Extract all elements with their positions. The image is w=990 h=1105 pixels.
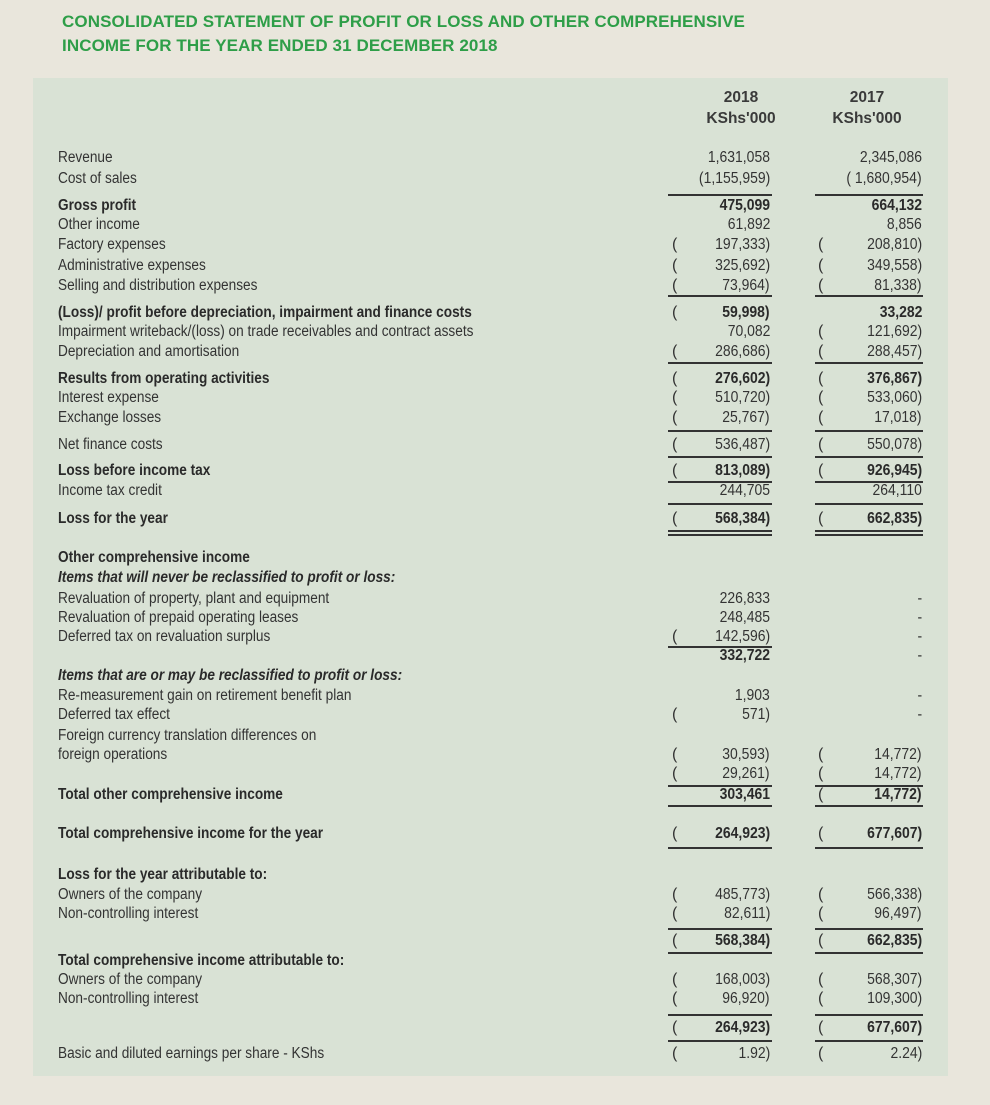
row-label: Deferred tax on revaluation surplus [58,628,271,645]
bracket-glyph: ( [672,370,678,387]
row-label: Foreign currency translation differences on [58,727,317,744]
rule-line [668,362,772,364]
row-label: Other comprehensive income [58,549,250,566]
row-label: foreign operations [58,746,168,763]
rule-line [815,952,923,954]
value-2018: 325,692) [714,257,770,274]
row-label: Items that are or may be reclassified to profit or loss: [58,667,403,684]
value-2018: 536,487) [714,436,770,453]
bracket-glyph: ( [672,990,678,1007]
rule-line [668,481,772,483]
title-line-1: CONSOLIDATED STATEMENT OF PROFIT OR LOSS AND OTHER COMPREHENSIVE [62,12,745,31]
value-2017: ( 1,680,954) [846,170,922,187]
rule-line [668,847,772,849]
row-label: Total comprehensive income for the year [58,825,324,842]
value-2018: 286,686) [714,343,770,360]
value-2017: 926,945) [866,462,922,479]
bracket-glyph: ( [818,971,824,988]
value-2018: 248,485 [719,609,770,626]
row-label: Selling and distribution expenses [58,277,258,294]
row-loss-total [0,933,990,949]
value-2017: 349,558) [866,257,922,274]
row-loss-nci [0,906,990,922]
rule-line [815,194,923,196]
value-2018: 70,082 [727,323,770,340]
row-selling-expenses [0,278,990,294]
row-subtotal-may-reclassified [0,766,990,782]
bracket-glyph: ( [818,1019,824,1036]
row-label: Loss before income tax [58,462,211,479]
bracket-glyph: ( [818,765,824,782]
row-subtotal-never-reclassified [0,648,990,664]
bracket-glyph: ( [672,389,678,406]
row-label: Impairment writeback/(loss) on trade receivables and contract assets [58,323,474,340]
value-2018: 96,920) [722,990,770,1007]
row-total-oci [0,787,990,803]
row-administrative-expenses [0,258,990,274]
value-2018: 332,722 [719,647,770,664]
header-unit-2018: KShs'000 [706,110,776,127]
value-2018: 29,261) [722,765,770,782]
rule-line [668,503,772,505]
rule-line [668,456,772,458]
value-2017: - [917,687,922,704]
rule-line [815,847,923,849]
row-label: Basic and diluted earnings per share - KShs [58,1045,325,1062]
value-2017: 81,338) [874,277,922,294]
bracket-glyph: ( [818,257,824,274]
value-2018: 30,593) [722,746,770,763]
value-2017: 533,060) [866,389,922,406]
value-2018: 571) [742,706,770,723]
bracket-glyph: ( [672,628,678,645]
column-header-2017 [812,87,922,129]
value-2017: 568,307) [866,971,922,988]
row-revaluation-leases [0,610,990,626]
value-2017: - [917,628,922,645]
bracket-glyph: ( [818,436,824,453]
bracket-glyph: ( [818,786,824,803]
rule-line [815,362,923,364]
rule-line [668,1040,772,1042]
value-2017: 14,772) [874,746,922,763]
bracket-glyph: ( [818,343,824,360]
value-2017: 662,835) [866,510,922,527]
rule-line [815,1040,923,1042]
row-loss-owners [0,887,990,903]
rule-line [815,805,923,807]
bracket-glyph: ( [818,990,824,1007]
rule-line [815,430,923,432]
row-label: Owners of the company [58,971,203,988]
value-2018: 485,773) [714,886,770,903]
rule-line [815,534,923,536]
row-tci-attributable-heading [0,953,990,969]
row-label: Total comprehensive income attributable to: [58,952,345,969]
rule-line [668,430,772,432]
rule-line [815,1014,923,1016]
bracket-glyph: ( [672,257,678,274]
row-label: Owners of the company [58,886,203,903]
row-remeasurement-gain [0,688,990,704]
row-label: (Loss)/ profit before depreciation, impairment and finance costs [58,304,472,321]
value-2018: 59,998) [722,304,770,321]
row-other-income [0,217,990,233]
bracket-glyph: ( [672,765,678,782]
bracket-glyph: ( [818,932,824,949]
row-label: Net finance costs [58,436,163,453]
rule-line [668,952,772,954]
row-loss-before-depreciation [0,305,990,321]
row-net-finance-costs [0,437,990,453]
bracket-glyph: ( [818,905,824,922]
bracket-glyph: ( [672,971,678,988]
value-2017: 33,282 [879,304,922,321]
row-cost-of-sales [0,171,990,187]
value-2017: - [917,590,922,607]
header-unit-2017: KShs'000 [832,110,902,127]
value-2018: 568,384) [714,510,770,527]
bracket-glyph: ( [672,886,678,903]
header-year-2018: 2018 [723,89,759,106]
rule-line [668,194,772,196]
value-2017: 376,867) [866,370,922,387]
bracket-glyph: ( [672,304,678,321]
row-label: Non-controlling interest [58,990,199,1007]
row-eps [0,1046,990,1062]
value-2018: 264,923) [714,1019,770,1036]
row-income-tax-credit [0,483,990,499]
value-2017: 662,835) [866,932,922,949]
value-2018: 1,903 [735,687,770,704]
rule-line [815,503,923,505]
rule-line [668,534,772,536]
row-fx-translation-line2 [0,747,990,763]
rule-line [668,928,772,930]
row-label: Gross profit [58,197,137,214]
row-fx-translation-line1 [0,728,990,744]
row-total-comprehensive-income [0,826,990,842]
row-label: Revaluation of prepaid operating leases [58,609,299,626]
value-2017: 14,772) [874,765,922,782]
row-loss-before-tax [0,463,990,479]
bracket-glyph: ( [672,932,678,949]
row-label: Revaluation of property, plant and equipment [58,590,330,607]
row-label: Non-controlling interest [58,905,199,922]
row-label: Other income [58,216,140,233]
value-2017: 17,018) [874,409,922,426]
value-2017: 109,300) [866,990,922,1007]
value-2018: 510,720) [714,389,770,406]
rule-line [815,295,923,297]
value-2017: - [917,647,922,664]
row-depreciation [0,344,990,360]
value-2017: - [917,706,922,723]
value-2018: 82,611) [723,905,770,922]
row-label: Exchange losses [58,409,162,426]
bracket-glyph: ( [672,706,678,723]
value-2017: 664,132 [871,197,922,214]
row-label: Factory expenses [58,236,166,253]
row-label: Cost of sales [58,170,137,187]
row-label: Re-measurement gain on retirement benefit plan [58,687,352,704]
bracket-glyph: ( [818,462,824,479]
rule-line [668,530,772,532]
row-never-reclassified [0,570,990,586]
value-2018: 244,705 [719,482,770,499]
row-label: Revenue [58,149,113,166]
value-2017: 208,810) [866,236,922,253]
bracket-glyph: ( [818,277,824,294]
value-2018: 226,833 [719,590,770,607]
rule-line [668,1014,772,1016]
bracket-glyph: ( [672,436,678,453]
value-2017: 14,772) [874,786,922,803]
statement-title [62,10,962,58]
value-2017: 2.24) [890,1045,922,1062]
value-2017: 677,607) [866,825,922,842]
column-header-2018 [686,87,796,129]
bracket-glyph: ( [818,746,824,763]
value-2017: 2,345,086 [859,149,922,166]
row-label: Items that will never be reclassified to profit or loss: [58,569,396,586]
rule-line [668,805,772,807]
row-operating-results [0,371,990,387]
bracket-glyph: ( [672,510,678,527]
rule-line [815,928,923,930]
rule-line [668,646,772,648]
value-2018: (1,155,959) [698,170,770,187]
rule-line [815,456,923,458]
value-2017: - [917,609,922,626]
value-2018: 73,964) [722,277,770,294]
bracket-glyph: ( [672,343,678,360]
value-2017: 550,078) [866,436,922,453]
value-2018: 475,099 [719,197,770,214]
value-2017: 264,110 [872,482,922,499]
bracket-glyph: ( [818,370,824,387]
bracket-glyph: ( [672,236,678,253]
bracket-glyph: ( [672,1045,678,1062]
row-factory-expenses [0,237,990,253]
row-deferred-tax-revaluation [0,629,990,645]
row-exchange-losses [0,410,990,426]
bracket-glyph: ( [672,905,678,922]
row-may-be-reclassified [0,668,990,684]
row-label: Depreciation and amortisation [58,343,240,360]
value-2018: 276,602) [714,370,770,387]
bracket-glyph: ( [818,409,824,426]
bracket-glyph: ( [672,462,678,479]
value-2018: 1,631,058 [707,149,770,166]
row-tci-total [0,1020,990,1036]
row-label: Loss for the year attributable to: [58,866,268,883]
bracket-glyph: ( [818,1045,824,1062]
value-2017: 288,457) [866,343,922,360]
rule-line [815,530,923,532]
row-deferred-tax-effect [0,707,990,723]
rule-line [815,785,923,787]
row-interest-expense [0,390,990,406]
title-line-2: INCOME FOR THE YEAR ENDED 31 DECEMBER 2018 [62,36,498,55]
rule-line [668,295,772,297]
row-revenue [0,150,990,166]
row-loss-for-year [0,511,990,527]
value-2018: 61,892 [727,216,770,233]
row-label: Administrative expenses [58,257,206,274]
bracket-glyph: ( [672,1019,678,1036]
row-label: Interest expense [58,389,159,406]
value-2018: 25,767) [722,409,770,426]
bracket-glyph: ( [818,236,824,253]
bracket-glyph: ( [672,825,678,842]
rule-line [668,785,772,787]
row-label: Deferred tax effect [58,706,170,723]
value-2018: 142,596) [714,628,770,645]
bracket-glyph: ( [672,277,678,294]
row-oci-heading [0,550,990,566]
bracket-glyph: ( [818,389,824,406]
row-revaluation-ppe [0,591,990,607]
value-2017: 121,692) [866,323,922,340]
bracket-glyph: ( [818,323,824,340]
row-tci-nci [0,991,990,1007]
row-tci-owners [0,972,990,988]
value-2017: 8,856 [887,216,922,233]
value-2018: 197,333) [714,236,770,253]
value-2018: 168,003) [714,971,770,988]
row-label: Results from operating activities [58,370,270,387]
row-label: Loss for the year [58,510,168,527]
value-2018: 1.92) [738,1045,770,1062]
bracket-glyph: ( [672,746,678,763]
row-impairment [0,324,990,340]
value-2017: 96,497) [874,905,922,922]
value-2018: 813,089) [714,462,770,479]
bracket-glyph: ( [818,825,824,842]
value-2017: 677,607) [866,1019,922,1036]
row-label: Total other comprehensive income [58,786,283,803]
bracket-glyph: ( [818,510,824,527]
value-2017: 566,338) [866,886,922,903]
rule-line [815,481,923,483]
value-2018: 303,461 [719,786,770,803]
row-loss-attributable-heading [0,867,990,883]
value-2018: 568,384) [714,932,770,949]
header-year-2017: 2017 [849,89,885,106]
row-gross-profit [0,198,990,214]
bracket-glyph: ( [672,409,678,426]
value-2018: 264,923) [714,825,770,842]
row-label: Income tax credit [58,482,162,499]
bracket-glyph: ( [818,886,824,903]
